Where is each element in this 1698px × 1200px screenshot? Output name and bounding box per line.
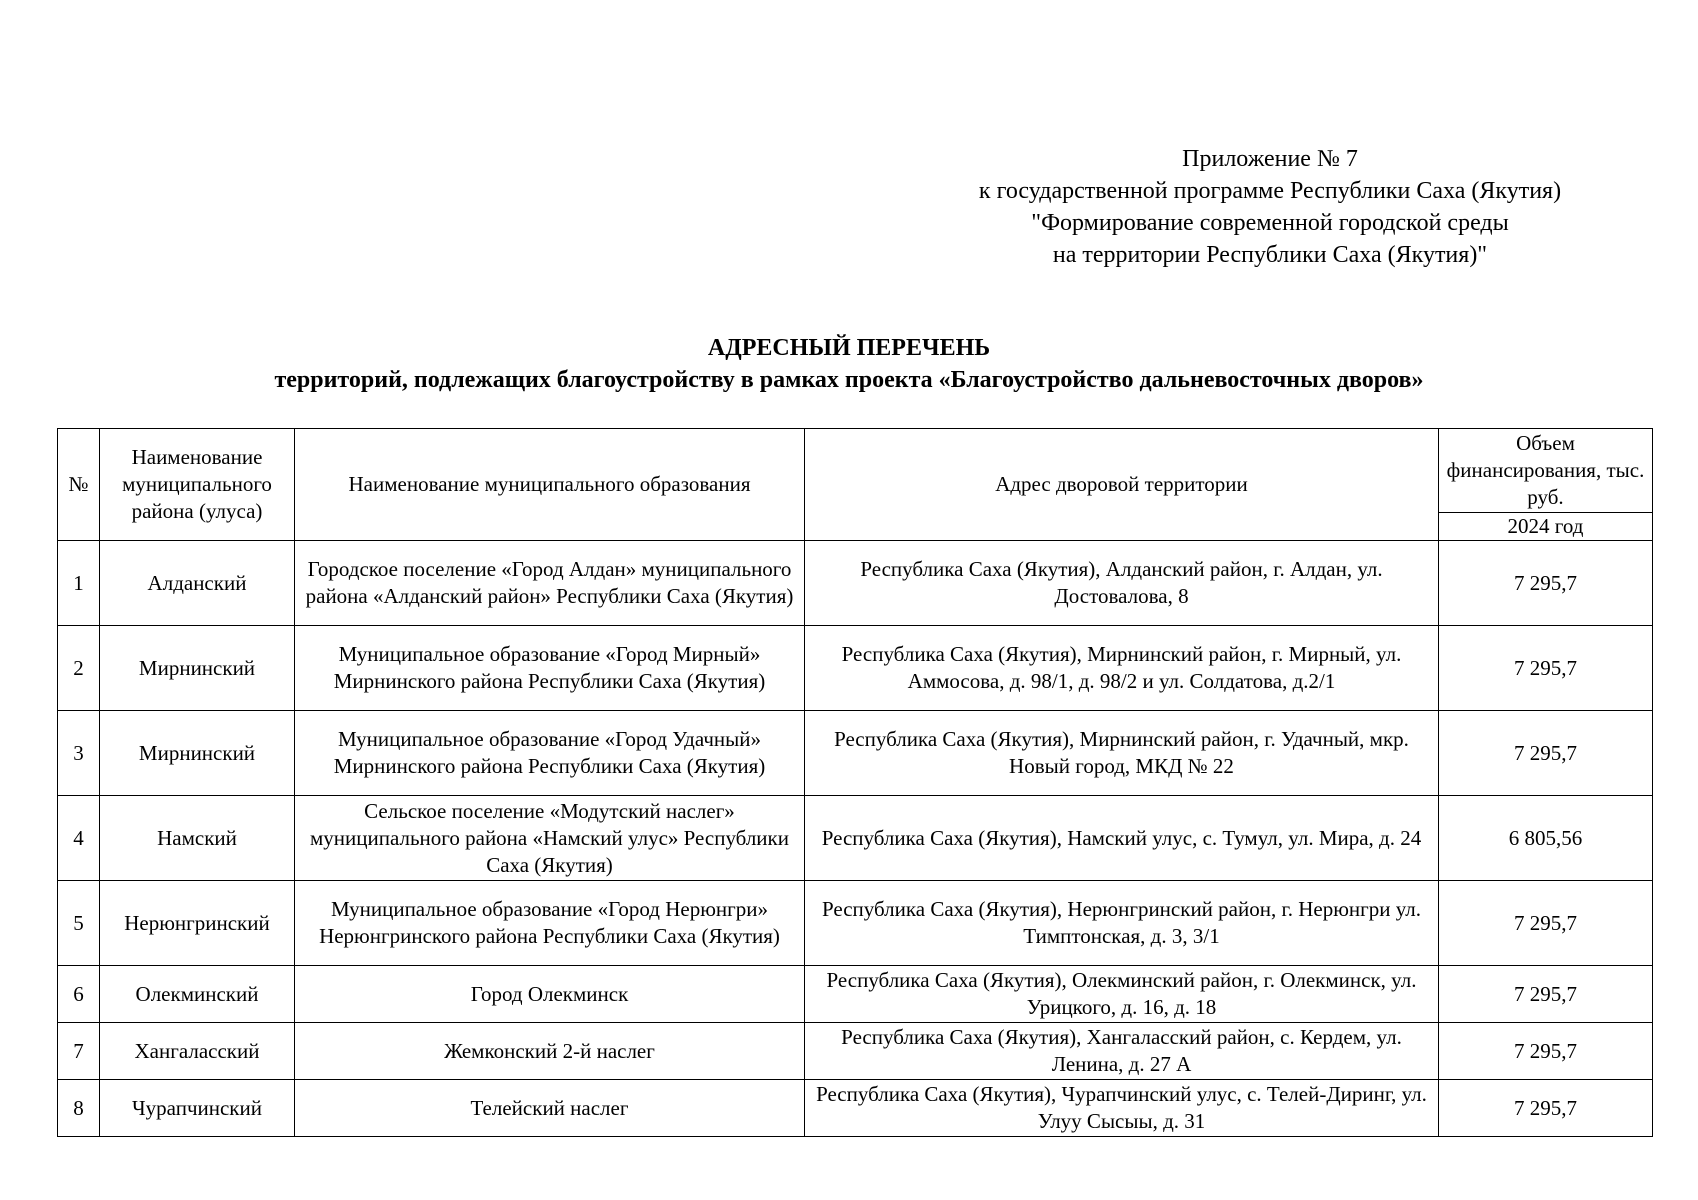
header-municipality: Наименование муниципального образования xyxy=(295,429,805,541)
cell-municipality: Городское поселение «Город Алдан» муниципального района «Алданский район» Республики Саха (Якутия) xyxy=(295,541,805,626)
cell-num: 1 xyxy=(58,541,100,626)
cell-district: Нерюнгринский xyxy=(100,881,295,966)
cell-municipality: Муниципальное образование «Город Нерюнгри» Нерюнгринского района Республики Саха (Якутия) xyxy=(295,881,805,966)
cell-municipality: Муниципальное образование «Город Мирный» Мирнинского района Республики Саха (Якутия) xyxy=(295,626,805,711)
cell-amount: 7 295,7 xyxy=(1439,966,1653,1023)
cell-district: Алданский xyxy=(100,541,295,626)
cell-num: 5 xyxy=(58,881,100,966)
cell-address: Республика Саха (Якутия), Мирнинский район, г. Удачный, мкр. Новый город, МКД № 22 xyxy=(805,711,1439,796)
cell-municipality: Сельское поселение «Модутский наслег» муниципального района «Намский улус» Республики Саха (Якутия) xyxy=(295,796,805,881)
header-address: Адрес дворовой территории xyxy=(805,429,1439,541)
cell-amount: 7 295,7 xyxy=(1439,881,1653,966)
header-year: 2024 год xyxy=(1439,513,1653,541)
table-row xyxy=(58,966,1653,1023)
header-num: № xyxy=(58,429,100,541)
cell-num: 3 xyxy=(58,711,100,796)
cell-num: 6 xyxy=(58,966,100,1023)
table-row xyxy=(58,881,1653,966)
cell-municipality: Жемконский 2-й наслег xyxy=(295,1023,805,1080)
cell-address: Республика Саха (Якутия), Мирнинский район, г. Мирный, ул. Аммосова, д. 98/1, д. 98/2 и ул. Солдатова, д.2/1 xyxy=(805,626,1439,711)
appendix-line-2: к государственной программе Республики Саха (Якутия) xyxy=(978,178,1562,204)
cell-num: 7 xyxy=(58,1023,100,1080)
cell-address: Республика Саха (Якутия), Чурапчинский улус, с. Телей-Диринг, ул. Улуу Сысыы, д. 31 xyxy=(805,1080,1439,1137)
table-row xyxy=(58,711,1653,796)
address-table xyxy=(57,428,1653,1137)
appendix-line-4: на территории Республики Саха (Якутия)" xyxy=(1052,242,1488,268)
cell-address: Республика Саха (Якутия), Олекминский район, г. Олекминск, ул. Урицкого, д. 16, д. 18 xyxy=(805,966,1439,1023)
appendix-line-1: Приложение № 7 xyxy=(1182,146,1358,172)
cell-district: Мирнинский xyxy=(100,626,295,711)
cell-amount: 6 805,56 xyxy=(1439,796,1653,881)
table-row xyxy=(58,796,1653,881)
cell-address: Республика Саха (Якутия), Намский улус, с. Тумул, ул. Мира, д. 24 xyxy=(805,796,1439,881)
cell-num: 2 xyxy=(58,626,100,711)
cell-district: Чурапчинский xyxy=(100,1080,295,1137)
cell-municipality: Телейский наслег xyxy=(295,1080,805,1137)
title-line-2: территорий, подлежащих благоустройству в рамках проекта «Благоустройство дальневосточных дворов» xyxy=(274,367,1424,393)
table-row xyxy=(58,541,1653,626)
header-funding: Объем финансирования, тыс. руб. xyxy=(1439,429,1653,513)
table-row xyxy=(58,1023,1653,1080)
cell-amount: 7 295,7 xyxy=(1439,1023,1653,1080)
title-line-1: АДРЕСНЫЙ ПЕРЕЧЕНЬ xyxy=(707,335,991,361)
cell-district: Мирнинский xyxy=(100,711,295,796)
table-row xyxy=(58,626,1653,711)
cell-district: Намский xyxy=(100,796,295,881)
cell-num: 8 xyxy=(58,1080,100,1137)
cell-municipality: Город Олекминск xyxy=(295,966,805,1023)
cell-address: Республика Саха (Якутия), Алданский район, г. Алдан, ул. Достовалова, 8 xyxy=(805,541,1439,626)
cell-amount: 7 295,7 xyxy=(1439,541,1653,626)
cell-district: Олекминский xyxy=(100,966,295,1023)
cell-amount: 7 295,7 xyxy=(1439,711,1653,796)
appendix-header xyxy=(900,143,1640,271)
appendix-line-3: "Формирование современной городской среды xyxy=(1031,210,1509,236)
header-district: Наименование муниципального района (улуса) xyxy=(100,429,295,541)
document-title xyxy=(0,332,1698,396)
cell-amount: 7 295,7 xyxy=(1439,626,1653,711)
cell-num: 4 xyxy=(58,796,100,881)
table-row xyxy=(58,1080,1653,1137)
cell-address: Республика Саха (Якутия), Нерюнгринский район, г. Нерюнгри ул. Тимптонская, д. 3, 3/1 xyxy=(805,881,1439,966)
cell-municipality: Муниципальное образование «Город Удачный» Мирнинского района Республики Саха (Якутия) xyxy=(295,711,805,796)
cell-amount: 7 295,7 xyxy=(1439,1080,1653,1137)
cell-district: Хангаласский xyxy=(100,1023,295,1080)
cell-address: Республика Саха (Якутия), Хангаласский район, с. Кердем, ул. Ленина, д. 27 А xyxy=(805,1023,1439,1080)
